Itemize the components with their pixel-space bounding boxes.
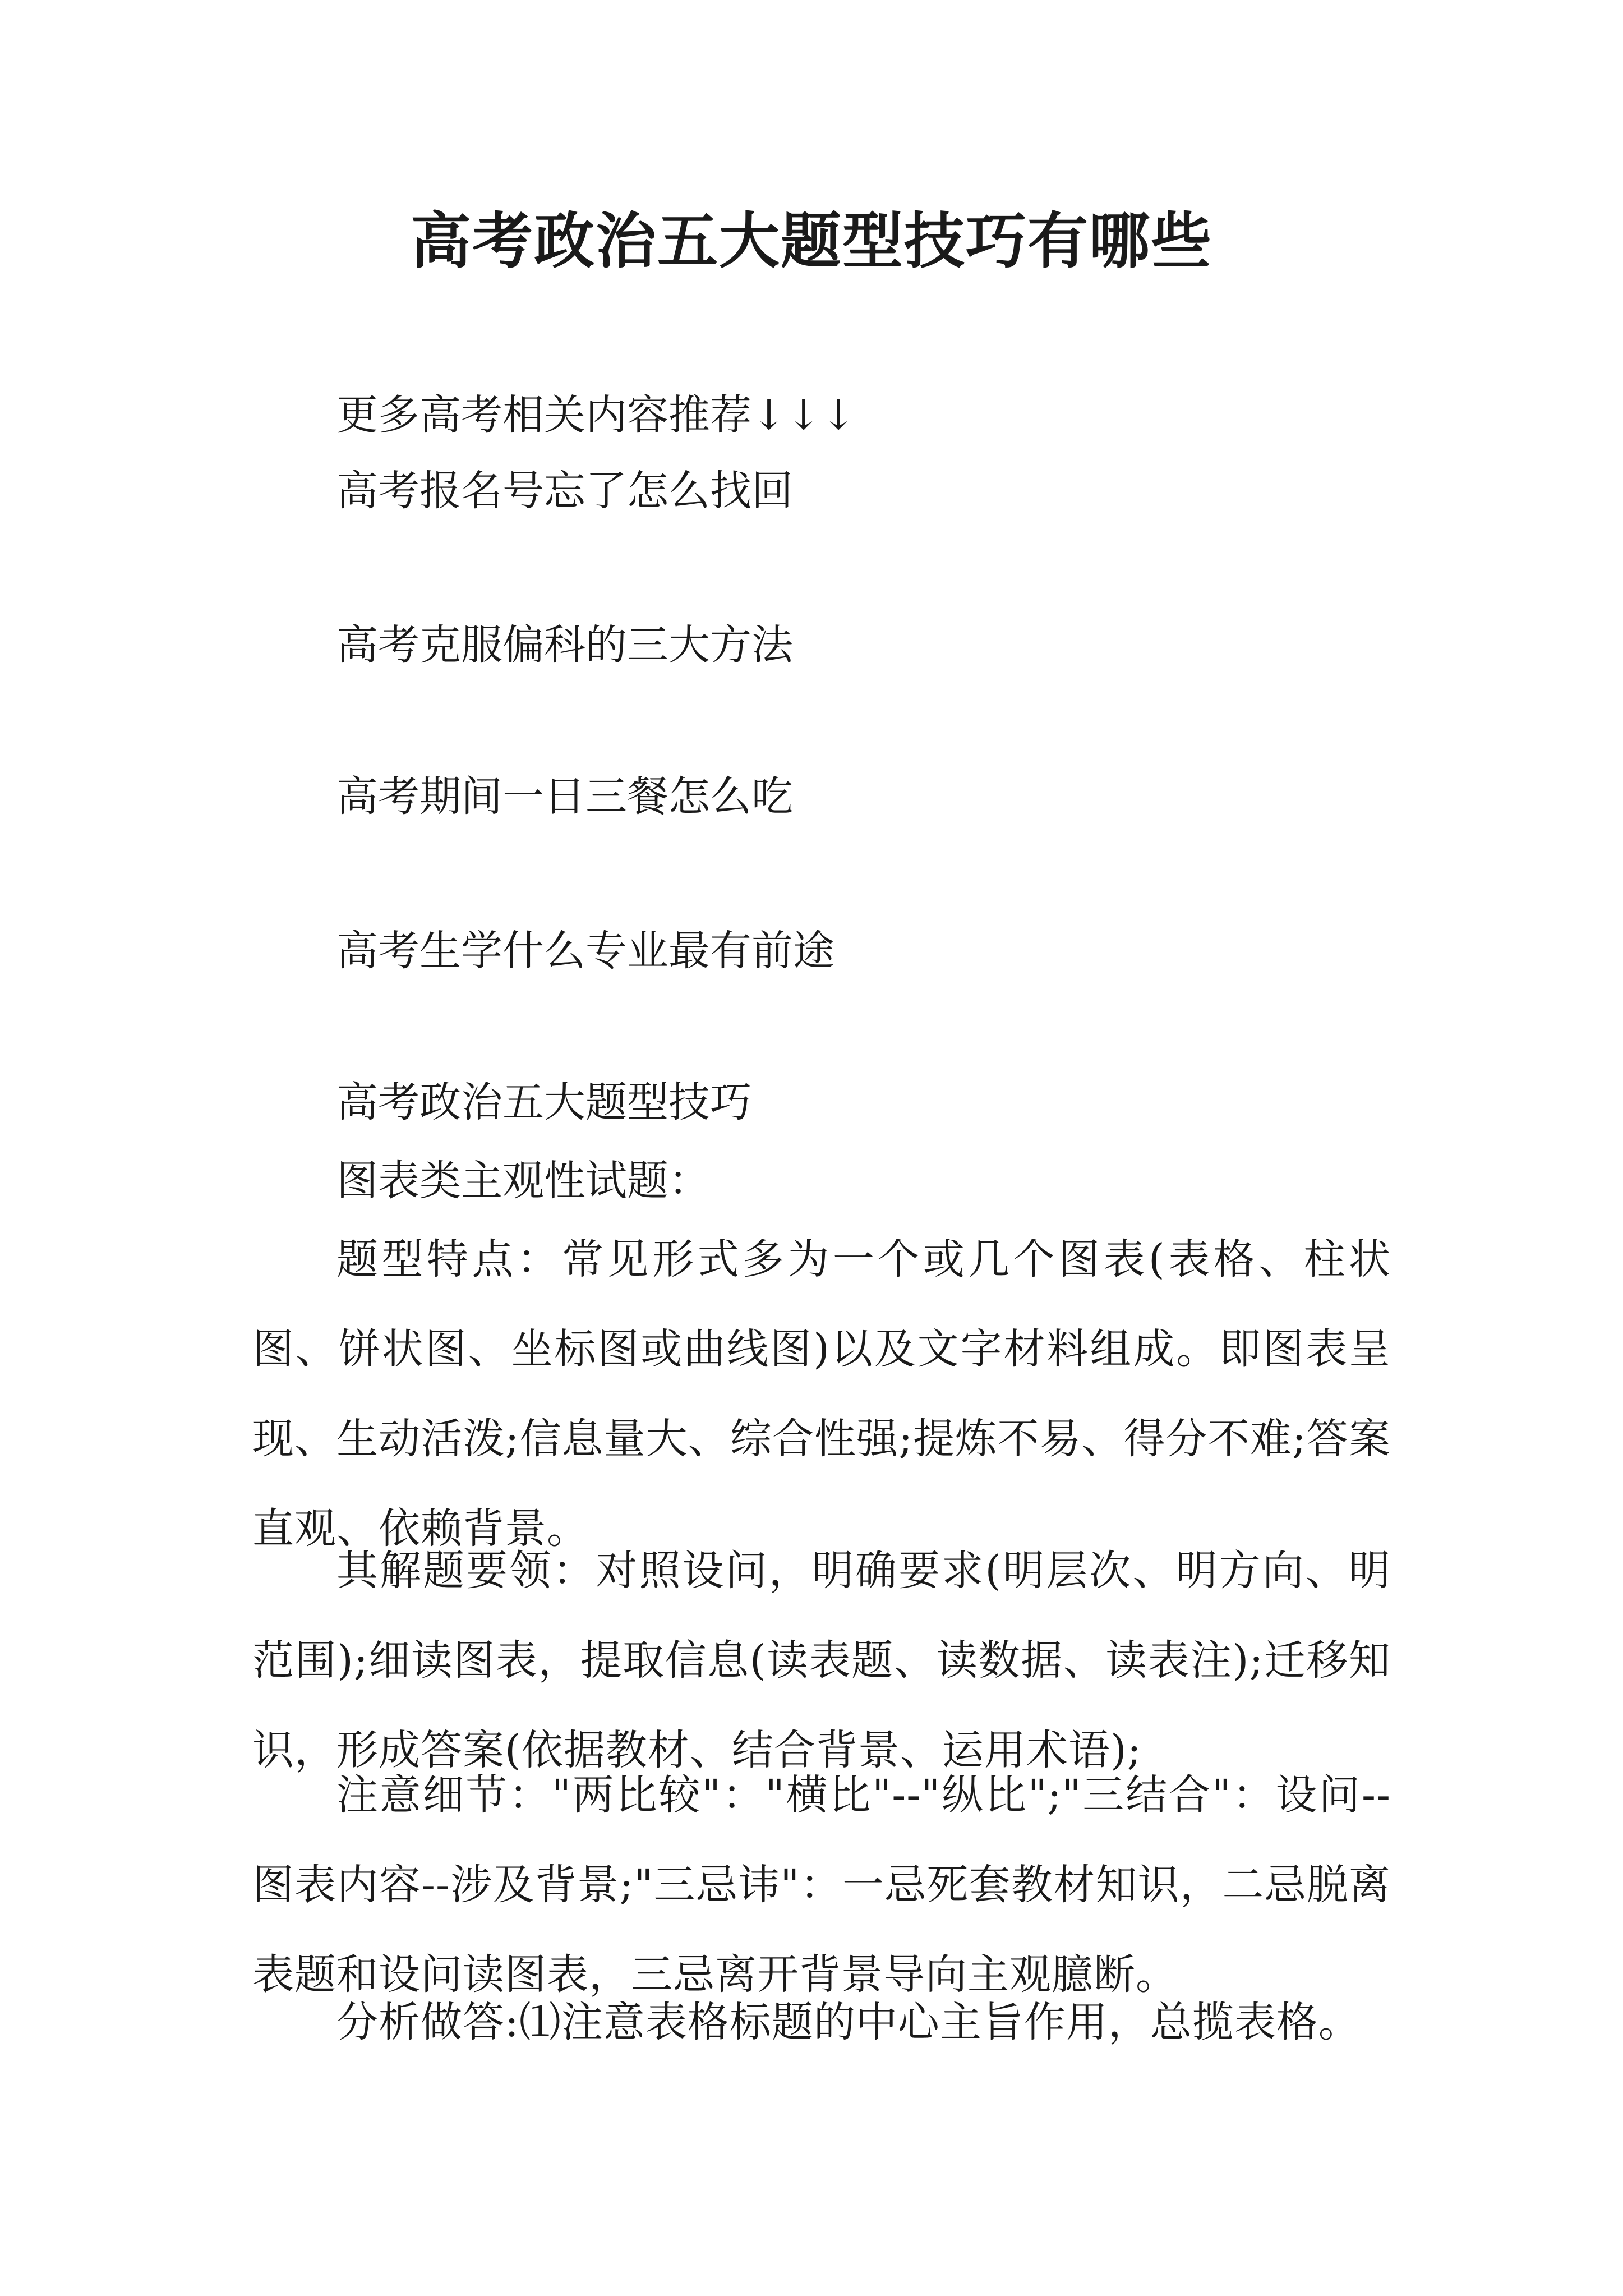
subsection-title: 图表类主观性试题： bbox=[336, 1157, 710, 1205]
section-title: 高考政治五大题型技巧 bbox=[336, 1078, 751, 1126]
document-title: 高考政治五大题型技巧有哪些 bbox=[410, 206, 1212, 277]
recommend-link-3[interactable]: 高考期间一日三餐怎么吃 bbox=[336, 772, 793, 821]
paragraph-detail-notes: 注意细节："两比较"："横比"--"纵比";"三结合"：设问--图表内容--涉及背景;"三忌讳"：一忌死套教材知识，二忌脱离表题和设问读图表，三忌离开背景导向主观臆断。 bbox=[252, 1771, 1391, 1999]
paragraph-solving-tips: 其解题要领：对照设问，明确要求(明层次、明方向、明范围);细读图表，提取信息(读表题、读数据、读表注);迁移知识，形成答案(依据教材、结合背景、运用术语); bbox=[252, 1547, 1391, 1774]
recommend-link-1[interactable]: 高考报名号忘了怎么找回 bbox=[336, 467, 793, 515]
paragraph-question-features: 题型特点：常见形式多为一个或几个图表(表格、柱状图、饼状图、坐标图或曲线图)以及文字材料组成。即图表呈现、生动活泼;信息量大、综合性强;提炼不易、得分不难;答案直观、依赖背景。 bbox=[252, 1235, 1391, 1553]
recommend-header: 更多高考相关内容推荐↓↓↓ bbox=[336, 391, 856, 439]
recommend-link-4[interactable]: 高考生学什么专业最有前途 bbox=[336, 927, 834, 975]
recommend-link-2[interactable]: 高考克服偏科的三大方法 bbox=[336, 621, 793, 669]
paragraph-analysis-answer: 分析做答:⑴注意表格标题的中心主旨作用，总揽表格。 bbox=[336, 1998, 1361, 2046]
